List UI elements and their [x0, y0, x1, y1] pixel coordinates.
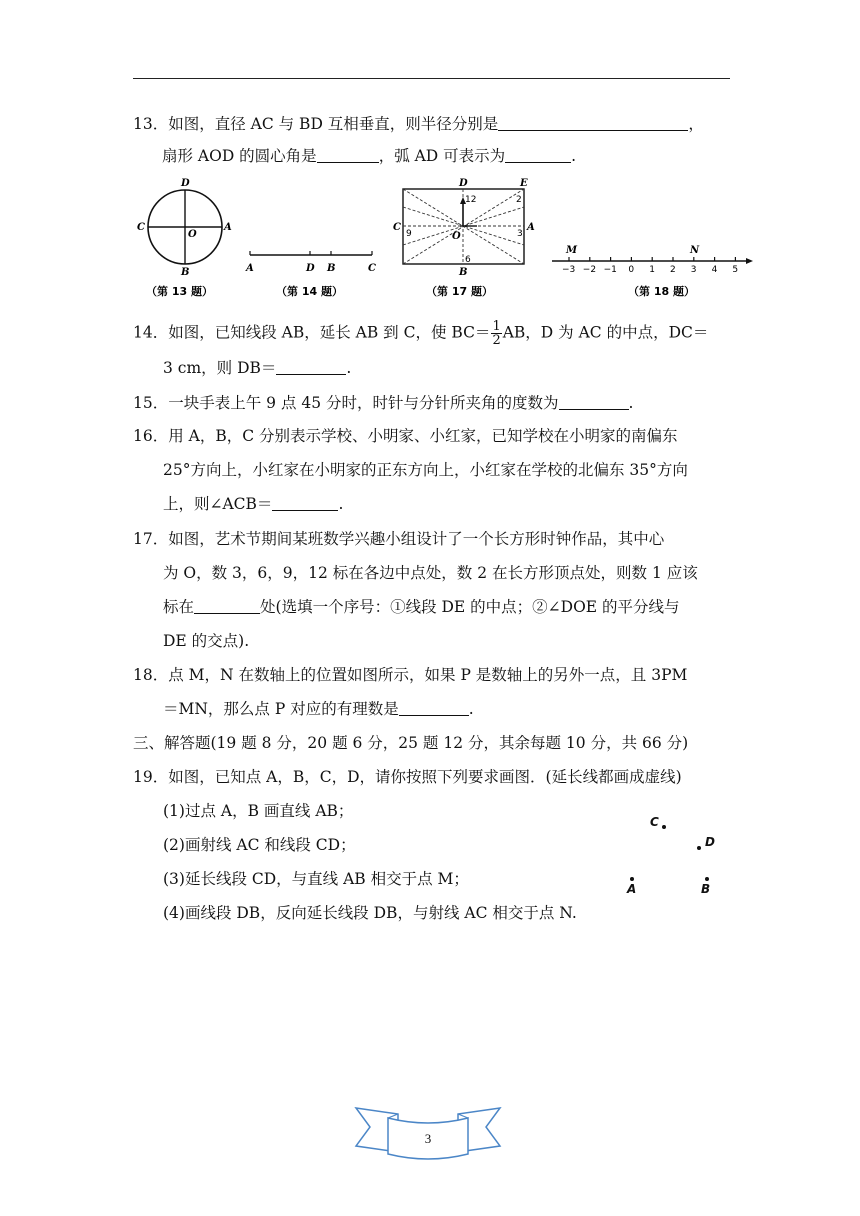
- fig17-label-C: C: [393, 222, 401, 233]
- fig17-num-12: 12: [465, 195, 477, 205]
- fig13-label-B: B: [181, 267, 190, 278]
- number-line-tick-label: 2: [670, 265, 676, 275]
- number-line-tick-label: 0: [628, 265, 635, 275]
- fig17-num-2: 2: [516, 195, 522, 205]
- answer-blank: [399, 701, 469, 716]
- number-line-tick-label: 1: [649, 265, 655, 275]
- q18-line1: 18．点 M，N 在数轴上的位置如图所示，如果 P 是数轴上的另外一点，且 3PM: [133, 666, 688, 684]
- q19-point-C: [662, 825, 666, 829]
- figure-14: [244, 250, 384, 305]
- q18-line2: ＝MN，那么点 P 对应的有理数是 .: [163, 700, 474, 718]
- fig17-label-E: E: [520, 178, 528, 189]
- number-line-tick-label: −1: [603, 265, 617, 275]
- q19-point-label-D: D: [705, 835, 715, 849]
- figure-13-diagram: [132, 175, 242, 305]
- figure-18-number-line: [548, 240, 758, 305]
- fig17-num-6: 6: [465, 255, 471, 265]
- answer-blank: [194, 599, 260, 614]
- fig18-label-M: M: [566, 245, 578, 256]
- number-line-tick-label: −3: [562, 265, 576, 275]
- figure-13: [132, 175, 242, 305]
- q13-line1: 13．如图，直径 AC 与 BD 互相垂直，则半径分别是 ，: [133, 115, 704, 133]
- fig18-label-N: N: [690, 245, 700, 256]
- q17-line1: 17．如图，艺术节期间某班数学兴趣小组设计了一个长方形时钟作品，其中心: [133, 530, 665, 548]
- q19-point-label-C: C: [650, 815, 659, 829]
- fig14-label-D: D: [306, 263, 315, 274]
- q19-line1: 19．如图，已知点 A，B，C，D，请你按照下列要求画图．(延长线都画成虚线): [133, 768, 682, 786]
- fig17-num-3: 3: [517, 229, 523, 239]
- page-number-ribbon: [352, 1104, 504, 1166]
- q15-line1: 15．一块手表上午 9 点 45 分时，时针与分针所夹角的度数为 .: [133, 394, 634, 412]
- fig17-num-9: 9: [406, 229, 412, 239]
- answer-blank: [276, 360, 346, 375]
- fraction-one-half: $\frac{1}{2}$: [492, 319, 501, 348]
- figure-18: [548, 240, 758, 305]
- fig17-label-A: A: [527, 222, 535, 233]
- q19-step4: (4)画线段 DB，反向延长线段 DB，与射线 AC 相交于点 N.: [163, 904, 577, 922]
- q16-line1: 16．用 A，B，C 分别表示学校、小明家、小红家，已知学校在小明家的南偏东: [133, 427, 678, 445]
- q19-point-label-B: B: [701, 882, 711, 896]
- fig14-label-A: A: [246, 263, 254, 274]
- number-line-tick-label: −2: [582, 265, 597, 275]
- q19-step3: (3)延长线段 CD，与直线 AB 相交于点 M；: [163, 870, 469, 888]
- fig17-caption: （第 17 题）: [426, 285, 493, 298]
- page-number: 3: [424, 1131, 432, 1146]
- fig13-label-O: O: [188, 229, 197, 240]
- fig17-label-O: O: [452, 231, 461, 242]
- q13-line2: 扇形 AOD 的圆心角是 ，弧 AD 可表示为 .: [162, 147, 577, 165]
- q19-step2: (2)画射线 AC 和线段 CD；: [163, 836, 356, 854]
- q19-point-B: [705, 877, 709, 881]
- answer-blank: [505, 148, 571, 163]
- q14-line2: 3 cm，则 DB＝ .: [163, 359, 352, 377]
- fig13-label-C: C: [137, 222, 145, 233]
- number-line-tick-label: 5: [732, 265, 739, 275]
- fig13-caption: （第 13 题）: [146, 285, 213, 298]
- fig14-label-B: B: [327, 263, 336, 274]
- q17-line2: 为 O，数 3，6，9，12 标在各边中点处，数 2 在长方形顶点处，则数 1 应该: [163, 564, 698, 582]
- header-rule: [133, 78, 730, 79]
- fig18-caption: （第 18 题）: [628, 285, 695, 298]
- fig13-label-D: D: [181, 178, 190, 189]
- figure-14-diagram: [244, 250, 384, 305]
- q13-text: 13．如图，直径 AC 与 BD 互相垂直，则半径分别是: [133, 115, 499, 133]
- fig13-label-A: A: [224, 222, 232, 233]
- q14-line1: 14．如图，已知线段 AB，延长 AB 到 C，使 BC＝ $\frac{1}{2}$ AB，D 为 AC 的中点，DC＝: [133, 319, 709, 348]
- section-3-heading: 三、解答题(19 题 8 分，20 题 6 分，25 题 12 分，其余每题 10 分，共 66 分): [133, 734, 689, 752]
- q19-point-label-A: A: [627, 882, 637, 896]
- q19-point-D: [697, 846, 701, 850]
- fig17-label-B: B: [459, 267, 468, 278]
- fig14-caption: （第 14 题）: [276, 285, 343, 298]
- answer-blank: [559, 395, 629, 410]
- q16-line2: 25°方向上，小红家在小明家的正东方向上，小红家在学校的北偏东 35°方向: [163, 461, 688, 479]
- figure-17-diagram: [390, 176, 545, 305]
- answer-blank: [498, 116, 688, 131]
- q19-point-A: [630, 877, 634, 881]
- answer-blank: [272, 496, 338, 511]
- number-line-tick-label: 4: [711, 265, 718, 275]
- q19-step1: (1)过点 A，B 画直线 AB；: [163, 802, 354, 820]
- answer-blank: [317, 148, 379, 163]
- number-line-tick-label: 3: [690, 265, 697, 275]
- fig14-label-C: C: [368, 263, 376, 274]
- q16-line3: 上，则∠ACB＝ .: [163, 495, 344, 513]
- q17-line4: DE 的交点).: [163, 632, 250, 650]
- q17-line3: 标在 处(选填一个序号：①线段 DE 的中点；②∠DOE 的平分线与: [163, 598, 680, 616]
- figure-17: [390, 176, 545, 305]
- fig17-label-D: D: [459, 178, 468, 189]
